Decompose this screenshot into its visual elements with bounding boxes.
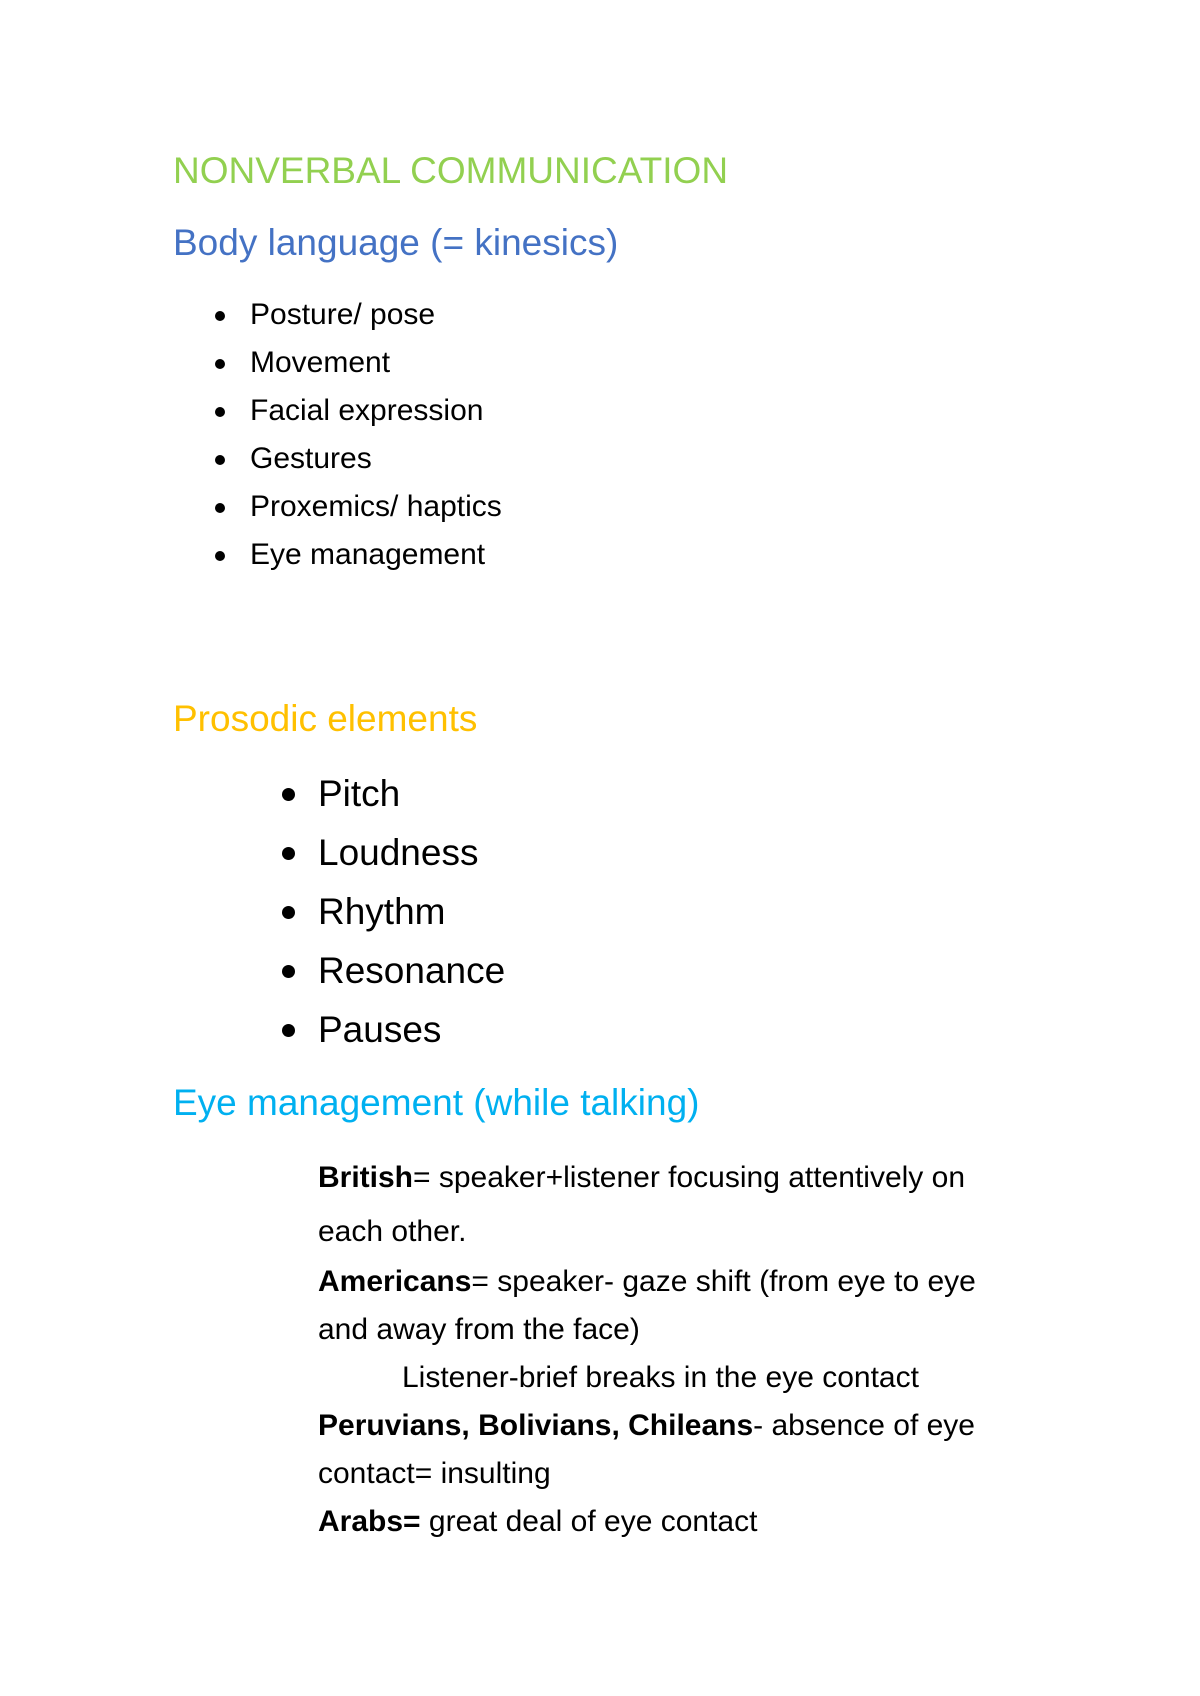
heading-eye-management: Eye management (while talking) xyxy=(173,1082,700,1123)
eye-management-notes xyxy=(318,1150,1078,1546)
note-line xyxy=(318,1306,1078,1354)
bullet-icon xyxy=(215,311,225,321)
list-item xyxy=(250,387,502,435)
list-item-label: Pauses xyxy=(318,1009,442,1050)
note-line xyxy=(318,1258,1078,1306)
bullet-icon xyxy=(282,906,295,919)
heading-body-language: Body language (= kinesics) xyxy=(173,222,619,263)
bullet-icon xyxy=(282,965,295,978)
bullet-icon xyxy=(215,359,225,369)
note-text: great deal of eye contact xyxy=(420,1505,758,1538)
list-item xyxy=(318,941,505,1000)
note-text: contact= insulting xyxy=(318,1457,551,1490)
bullet-icon xyxy=(282,1024,295,1037)
note-bold-term: Peruvians, Bolivians, Chileans xyxy=(318,1409,754,1442)
bullet-icon xyxy=(282,847,295,860)
note-text: and away from the face) xyxy=(318,1313,640,1346)
list-item-label: Gestures xyxy=(250,442,372,475)
list-item xyxy=(250,483,502,531)
note-line xyxy=(318,1150,1078,1206)
note-line xyxy=(318,1498,1078,1546)
heading-prosodic-elements: Prosodic elements xyxy=(173,698,478,739)
list-item xyxy=(318,1000,505,1059)
bullet-icon xyxy=(215,455,225,465)
note-text: each other. xyxy=(318,1215,467,1248)
list-item xyxy=(250,291,502,339)
note-line xyxy=(318,1206,1078,1258)
list-item-label: Posture/ pose xyxy=(250,298,436,331)
list-item xyxy=(318,882,505,941)
list-item-label: Movement xyxy=(250,346,391,379)
document-title: NONVERBAL COMMUNICATION xyxy=(173,150,729,191)
prosodic-elements-list xyxy=(318,764,505,1059)
note-line xyxy=(318,1450,1078,1498)
note-line xyxy=(318,1354,1078,1402)
note-bold-term: British xyxy=(318,1161,414,1194)
bullet-icon xyxy=(215,503,225,513)
note-text: = speaker- gaze shift (from eye to eye xyxy=(471,1265,976,1298)
list-item xyxy=(318,764,505,823)
note-text: - absence of eye xyxy=(753,1409,975,1442)
bullet-icon xyxy=(282,788,295,801)
note-bold-term: Americans xyxy=(318,1265,472,1298)
list-item xyxy=(250,435,502,483)
list-item-label: Resonance xyxy=(318,950,506,991)
note-text: Listener-brief breaks in the eye contact xyxy=(402,1361,919,1394)
list-item xyxy=(318,823,505,882)
list-item-label: Proxemics/ haptics xyxy=(250,490,502,523)
list-item-label: Pitch xyxy=(318,773,401,814)
list-item-label: Loudness xyxy=(318,832,479,873)
list-item xyxy=(250,531,502,579)
body-language-list xyxy=(250,291,502,579)
list-item-label: Facial expression xyxy=(250,394,484,427)
list-item xyxy=(250,339,502,387)
note-bold-term: Arabs= xyxy=(318,1505,421,1538)
note-text: = speaker+listener focusing attentively on xyxy=(413,1161,966,1194)
bullet-icon xyxy=(215,407,225,417)
list-item-label: Eye management xyxy=(250,538,486,571)
bullet-icon xyxy=(215,551,225,561)
list-item-label: Rhythm xyxy=(318,891,446,932)
note-line xyxy=(318,1402,1078,1450)
